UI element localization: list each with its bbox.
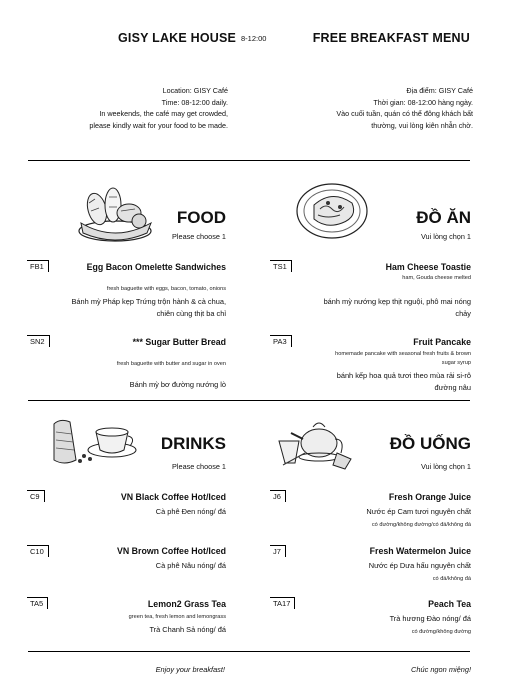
- pancake-plate-icon: [296, 183, 368, 239]
- item-note: có đường/không đường: [411, 629, 471, 635]
- item-name: Peach Tea: [428, 599, 471, 609]
- item-desc: green tea, fresh lemon and lemongrass: [128, 614, 226, 620]
- divider: [28, 160, 470, 161]
- item-desc-vi: Trà Chanh Sả nóng/ đá: [149, 625, 226, 634]
- item-desc-vi: bánh mỳ nướng kẹp thịt nguội, phô mai nóng chảy: [323, 297, 471, 318]
- right-title: FREE BREAKFAST MENU: [312, 31, 470, 45]
- item-desc-vi: Cà phê Nâu nóng/ đá: [155, 561, 226, 570]
- item-note: có đá/không đá: [432, 576, 471, 582]
- coffee-cup-icon: [50, 416, 140, 466]
- footer-vietnamese: Chúc ngon miệng!: [411, 665, 471, 674]
- drinks-heading: DRINKS: [160, 434, 226, 453]
- item-desc-vi: Nước ép Cam tươi nguyên chất: [366, 507, 471, 516]
- item-desc: fresh baguette with butter and sugar in oven: [116, 361, 226, 367]
- footer-english: Enjoy your breakfast!: [155, 665, 225, 674]
- food-choose-vi: Vui lòng chọn 1: [420, 232, 471, 241]
- item-code: TA5: [27, 597, 48, 609]
- item-name: Lemon2 Grass Tea: [147, 599, 226, 609]
- food-heading: FOOD: [176, 208, 226, 227]
- item-code: PA3: [270, 335, 292, 347]
- item-desc-vi: Cà phê Đen nóng/ đá: [155, 507, 226, 516]
- item-name: *** Sugar Butter Bread: [132, 337, 226, 347]
- item-desc-vi: bánh kếp hoa quả tươi theo mùa rải si-rô đường nâu: [336, 371, 471, 392]
- item-code: J7: [270, 545, 286, 557]
- item-desc: homemade pancake with seasonal fresh fruits & brown sugar syrup: [335, 351, 471, 366]
- item-desc-vi: Trà hương Đào nóng/ đá: [389, 614, 471, 623]
- item-desc: fresh baguette with eggs, bacon, tomato, onions: [106, 286, 226, 292]
- item-desc-vi: Bánh mỳ Pháp kẹp Trứng trộn hành & cà chua, chiên cùng thịt ba chỉ: [71, 297, 226, 318]
- item-code: J6: [270, 490, 286, 502]
- food-heading-vi: ĐỒ ĂN: [416, 208, 471, 227]
- item-name: VN Black Coffee Hot/Iced: [120, 492, 226, 502]
- item-name: Ham Cheese Toastie: [385, 262, 471, 272]
- item-note: có đường/không đường/có đá/không đá: [371, 522, 471, 528]
- divider: [28, 400, 470, 401]
- left-title: GISY LAKE HOUSE: [118, 31, 237, 45]
- item-name: VN Brown Coffee Hot/Iced: [117, 546, 226, 556]
- info-vietnamese: Địa điểm: GISY Café Thời gian: 08-12:00 hàng ngày. Vào cuối tuần, quán có thể đông khách bất thường, vui lòng kiên nhẫn chờ.: [336, 86, 473, 130]
- info-english: Location: GISY Café Time: 08-12:00 daily. In weekends, the café may get crowded, please kindly wait for your food to be made.: [89, 86, 228, 130]
- drinks-heading-vi: ĐỒ UỐNG: [389, 434, 471, 453]
- item-desc-vi: Bánh mỳ bơ đường nướng lò: [129, 380, 226, 389]
- item-code: C9: [27, 490, 45, 502]
- item-code: SN2: [27, 335, 50, 347]
- food-choose: Please choose 1: [172, 232, 226, 241]
- item-name: Fresh Orange Juice: [388, 492, 471, 502]
- item-code: C10: [27, 545, 49, 557]
- item-desc-vi: Nước ép Dưa hấu nguyên chất: [368, 561, 471, 570]
- teapot-icon: [275, 413, 355, 469]
- item-name: Fruit Pancake: [413, 337, 471, 347]
- item-code: TS1: [270, 260, 292, 272]
- bread-basket-icon: [75, 183, 155, 241]
- hours: 8-12:00: [241, 34, 267, 43]
- drinks-choose: Please choose 1: [172, 462, 226, 471]
- item-name: Egg Bacon Omelette Sandwiches: [86, 262, 226, 272]
- item-desc: ham, Gouda cheese melted: [402, 275, 471, 281]
- divider: [28, 651, 470, 652]
- item-code: TA17: [270, 597, 295, 609]
- item-code: FB1: [27, 260, 49, 272]
- drinks-choose-vi: Vui lòng chọn 1: [420, 462, 471, 471]
- item-name: Fresh Watermelon Juice: [369, 546, 471, 556]
